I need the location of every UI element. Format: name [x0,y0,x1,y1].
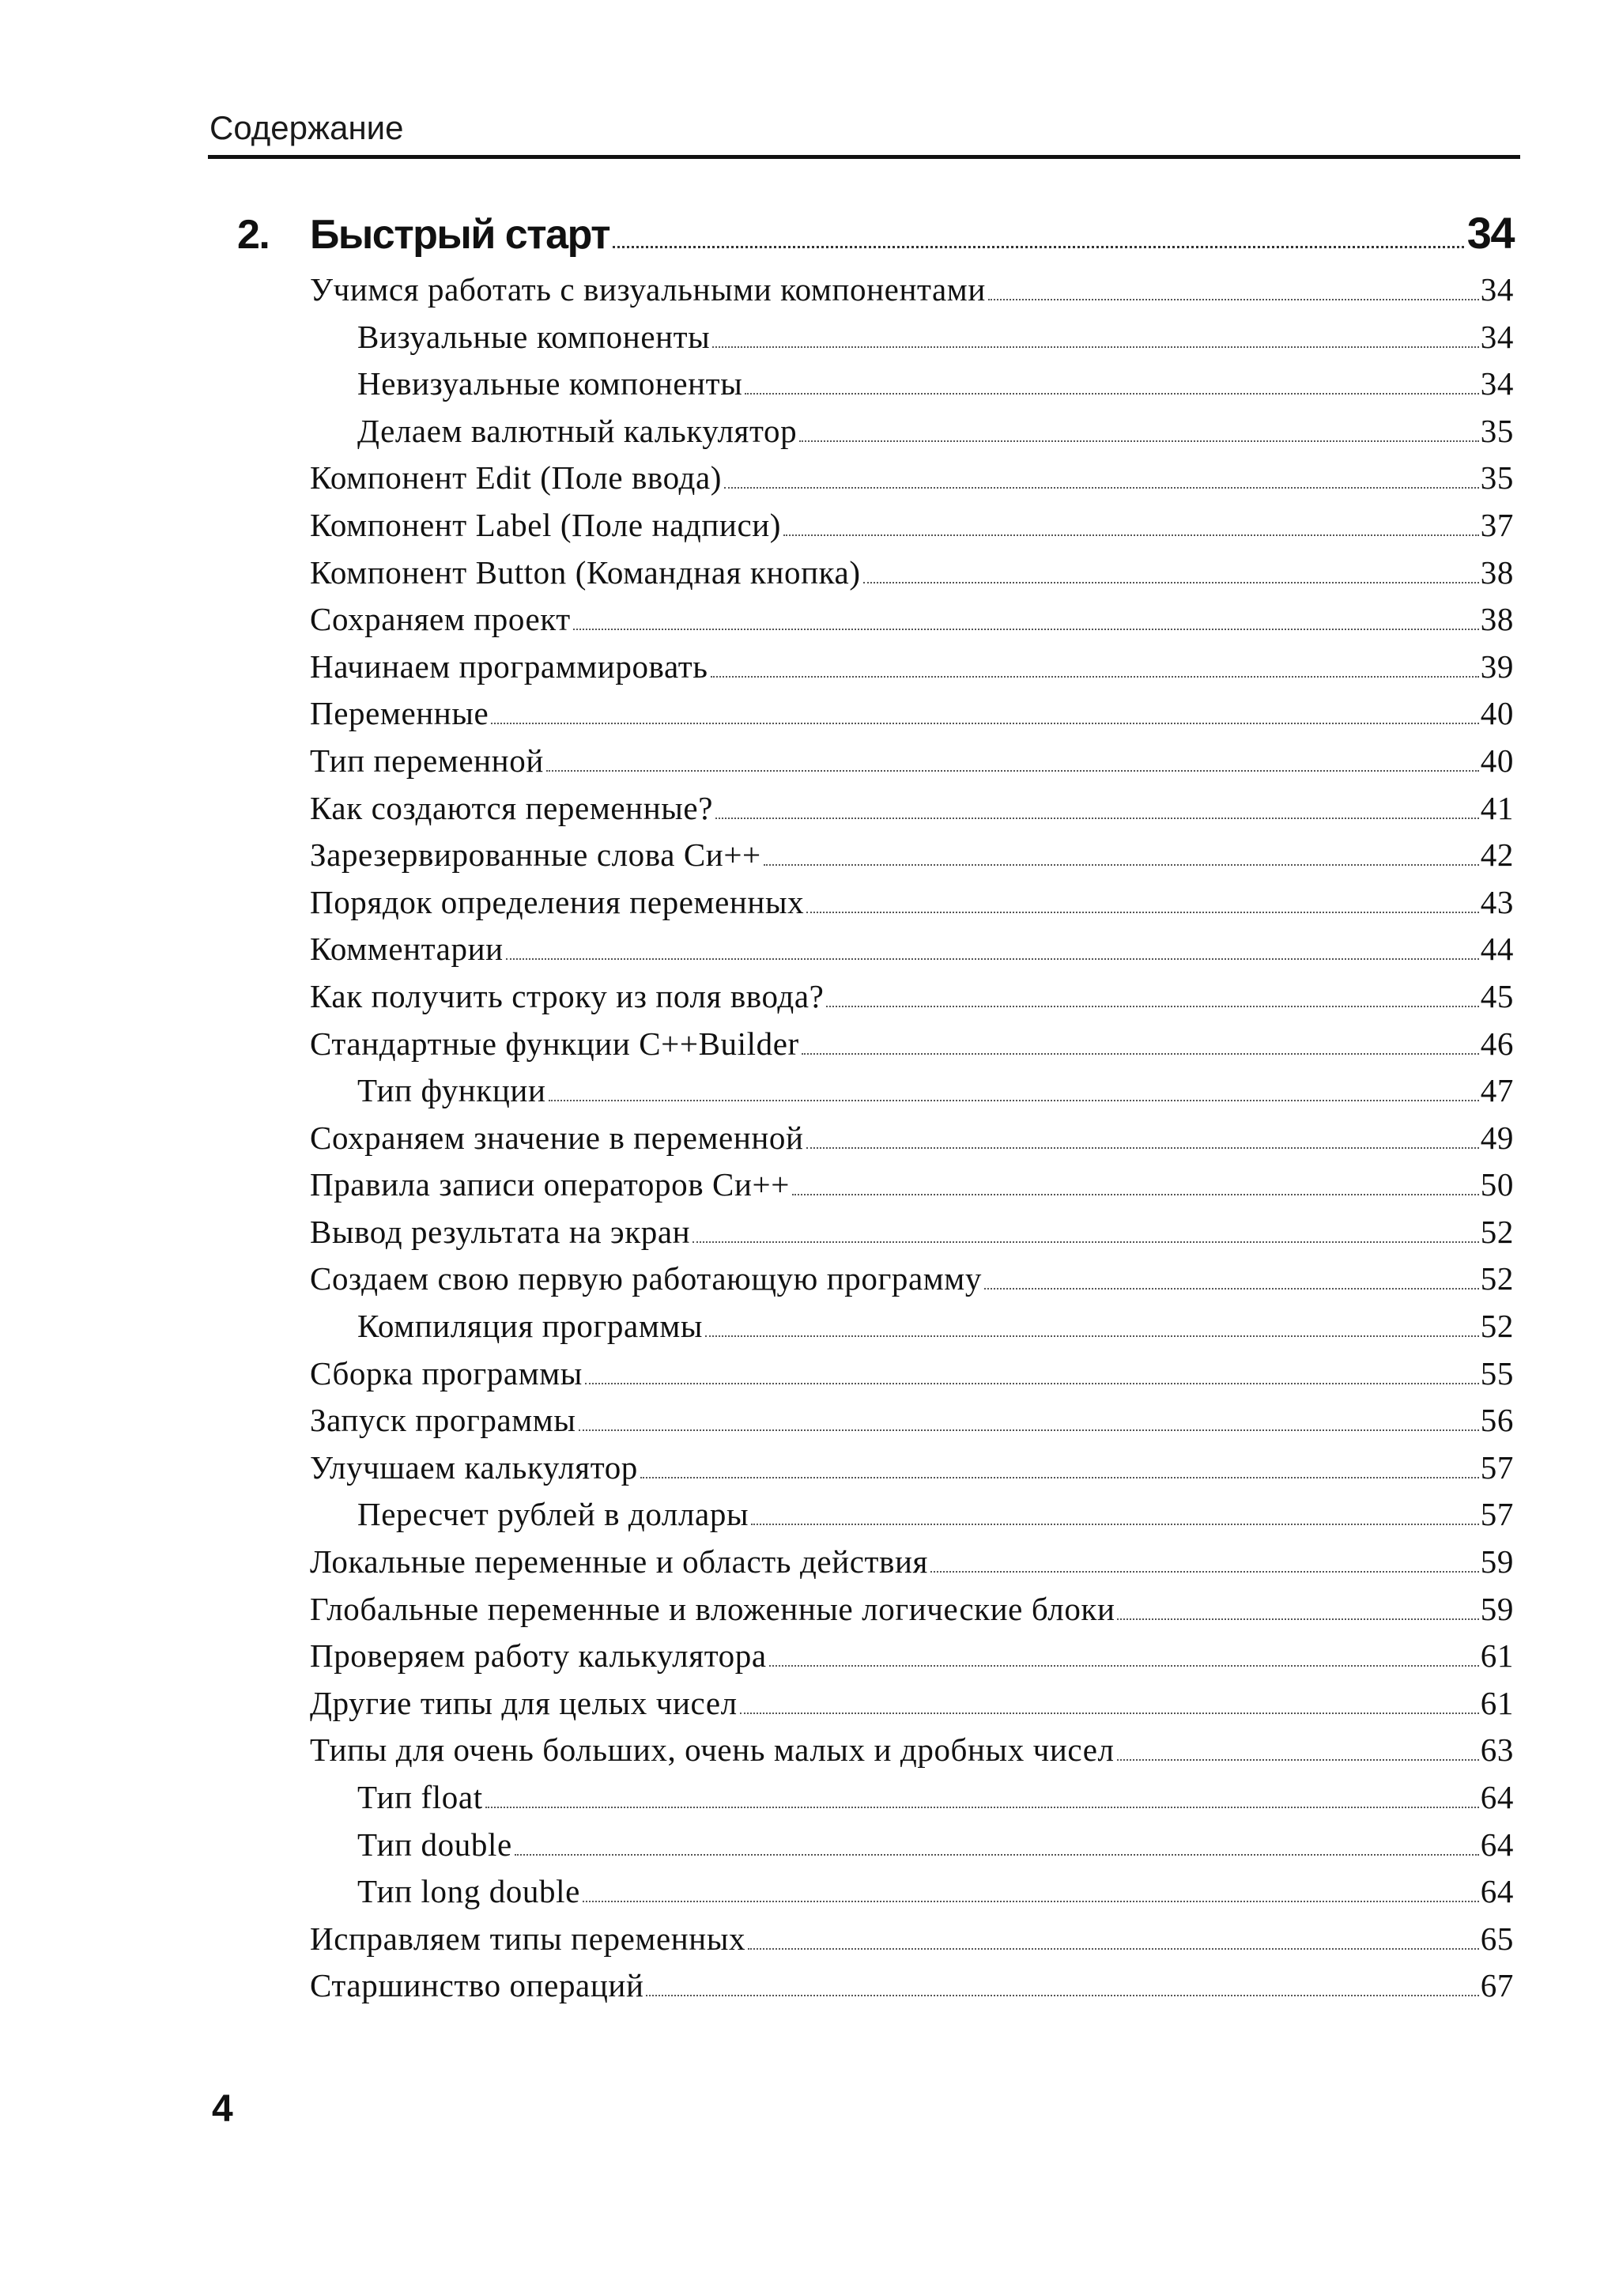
dot-leader [646,1995,1478,1996]
dot-leader [792,1194,1479,1195]
toc-entry-title: Учимся работать с визуальными компонентами [310,271,986,308]
toc-entry-title: Тип float [357,1779,483,1815]
toc-entry-page: 37 [1480,506,1514,543]
dot-leader [640,1477,1479,1478]
toc-entry [0,1401,1520,1448]
toc-entry-title: Пересчет рублей в доллары [357,1496,749,1533]
chapter-title: Быстрый старт [310,212,610,258]
toc-entry-page: 39 [1480,648,1514,685]
dot-leader [515,1854,1479,1856]
dot-leader [583,1901,1479,1902]
dot-leader [1117,1759,1479,1761]
chapter-page: 34 [1466,208,1514,258]
toc-entry-title: Стандартные функции C++Builder [310,1025,799,1062]
toc-entry [0,1684,1520,1731]
toc-entry-page: 41 [1480,789,1514,826]
dot-leader [826,1006,1478,1007]
dot-leader [769,1665,1479,1667]
dot-leader [491,723,1479,724]
toc-entry-page: 64 [1480,1826,1514,1863]
toc-entry-page: 42 [1480,836,1514,874]
toc-entry-page: 35 [1480,412,1514,449]
toc-entry-title: Как создаются переменные? [310,789,714,826]
toc-entry-title: Проверяем работу калькулятора [310,1637,767,1675]
toc-entry [0,1165,1520,1213]
header-rule [208,155,1520,159]
dot-leader [549,1100,1479,1101]
dot-leader [711,676,1479,678]
toc-entry [0,1307,1520,1354]
toc-entry [0,1119,1520,1166]
toc-entry [0,1543,1520,1590]
dot-leader [751,1524,1479,1525]
toc-entry [0,412,1520,459]
toc-entry-title: Правила записи операторов Си++ [310,1166,790,1203]
toc-entry-page: 65 [1480,1920,1514,1957]
toc-entry-title: Глобальные переменные и вложенные логические блоки [310,1590,1115,1627]
toc-entry [0,600,1520,648]
toc-entry [0,1826,1520,1873]
toc-entry-page: 59 [1480,1590,1514,1627]
toc-entry [0,1778,1520,1826]
toc-entry-title: Сборка программы [310,1354,583,1392]
toc-entry [0,506,1520,553]
dot-leader [712,346,1478,348]
toc-entry-page: 57 [1480,1496,1514,1533]
toc-entry-page: 50 [1480,1166,1514,1203]
dot-leader [740,1713,1479,1714]
toc-entry-title: Комментарии [310,931,504,968]
toc-entry-title: Компонент Button (Командная кнопка) [310,553,861,591]
dot-leader [485,1807,1479,1808]
toc-entry [0,1025,1520,1072]
toc-entry-page: 45 [1480,977,1514,1014]
toc-entry [0,1354,1520,1402]
toc-entry-page: 38 [1480,601,1514,638]
toc-entry-page: 52 [1480,1213,1514,1250]
dot-leader [579,1429,1479,1431]
toc-entry-page: 34 [1480,365,1514,402]
toc-entry-title: Тип функции [357,1072,546,1109]
toc-entry-title: Сохраняем проект [310,601,571,638]
toc-entry-page: 40 [1480,695,1514,732]
dot-leader [802,1053,1479,1055]
dot-leader [984,1288,1479,1290]
toc-entry-page: 52 [1480,1308,1514,1345]
toc-entry-title: Запуск программы [310,1402,576,1439]
toc-entry-page: 64 [1480,1779,1514,1815]
toc-entry-title: Тип long double [357,1873,580,1910]
toc-entry-title: Как получить строку из поля ввода? [310,977,825,1014]
toc-entry-page: 44 [1480,931,1514,968]
toc-entry-page: 47 [1480,1072,1514,1109]
dot-leader [863,582,1479,583]
toc-entry-page: 49 [1480,1119,1514,1156]
toc-entry [0,1495,1520,1543]
toc-entry [0,1259,1520,1307]
toc-entry-page: 61 [1480,1637,1514,1675]
dot-leader [806,912,1479,913]
dot-leader [705,1335,1479,1337]
dot-leader [715,818,1479,819]
toc-entry-page: 57 [1480,1448,1514,1486]
dot-leader [930,1571,1479,1573]
toc-entry-title: Исправляем типы переменных [310,1920,746,1957]
toc-entry-title: Локальные переменные и область действия [310,1543,929,1580]
toc-entry-title: Старшинство операций [310,1967,644,2004]
dot-leader [546,770,1479,772]
toc-entry [0,977,1520,1025]
toc-entry-title: Начинаем программировать [310,648,708,685]
toc-entry-page: 63 [1480,1731,1514,1769]
toc-entry-title: Другие типы для целых чисел [310,1684,738,1721]
toc-entry [0,694,1520,742]
toc-entry-page: 67 [1480,1967,1514,2004]
toc-entry-title: Тип double [357,1826,512,1863]
toc-entry-page: 52 [1480,1260,1514,1297]
toc-entry [0,318,1520,365]
toc-entry [0,742,1520,789]
toc-entry-page: 34 [1480,271,1514,308]
toc-entry [0,1213,1520,1260]
chapter-heading [237,207,1514,259]
toc-entry-title: Невизуальные компоненты [357,365,743,402]
toc-entry-title: Типы для очень больших, очень малых и дробных чисел [310,1731,1115,1769]
dot-leader [573,629,1479,630]
page-number: 4 [212,2088,233,2130]
toc-entry-title: Переменные [310,695,489,732]
toc-entry-title: Улучшаем калькулятор [310,1448,638,1486]
toc-entry-title: Делаем валютный калькулятор [357,412,798,449]
dot-leader [764,864,1479,866]
toc-entry [0,553,1520,601]
toc-entry [0,270,1520,318]
toc-entry-title: Сохраняем значение в переменной [310,1119,804,1156]
toc-entry-page: 56 [1480,1402,1514,1439]
toc-entry-title: Вывод результата на экран [310,1213,691,1250]
toc-entry-title: Тип переменной [310,742,544,779]
toc-entry [0,459,1520,506]
toc-entry [0,1448,1520,1496]
dot-leader [745,393,1478,395]
toc-entry-title: Визуальные компоненты [357,318,711,355]
toc-entry [0,789,1520,836]
toc-entry-title: Компонент Edit (Поле ввода) [310,459,723,497]
toc-entry-page: 61 [1480,1684,1514,1721]
toc-entry-title: Порядок определения переменных [310,883,805,920]
dot-leader [799,440,1479,442]
chapter-number: 2. [237,212,270,258]
toc-entry [0,1966,1520,2014]
dot-leader [585,1383,1479,1384]
toc-entry [0,883,1520,931]
toc-entry [0,364,1520,412]
dot-leader [724,487,1479,489]
toc-entry [0,1920,1520,1967]
dot-leader [748,1948,1479,1950]
toc-entry-page: 55 [1480,1354,1514,1392]
toc-entry-page: 64 [1480,1873,1514,1910]
toc-entry-page: 43 [1480,883,1514,920]
toc-entry-title: Создаем свою первую работающую программу [310,1260,982,1297]
toc-entry-page: 46 [1480,1025,1514,1062]
dot-leader [806,1147,1479,1149]
dot-leader [783,534,1479,536]
toc-list [0,270,1520,2014]
toc-entry-page: 38 [1480,553,1514,591]
toc-entry [0,1590,1520,1637]
toc-entry-title: Компонент Label (Поле надписи) [310,506,782,543]
toc-entry-page: 40 [1480,742,1514,779]
toc-entry [0,1872,1520,1920]
toc-entry [0,930,1520,977]
toc-entry [0,648,1520,695]
toc-entry [0,836,1520,883]
toc-entry [0,1071,1520,1119]
toc-entry-page: 59 [1480,1543,1514,1580]
toc-entry [0,1637,1520,1684]
running-head: Содержание [209,109,404,146]
toc-entry-page: 34 [1480,318,1514,355]
dot-leader [1117,1618,1478,1620]
dot-leader [613,246,1464,248]
dot-leader [693,1241,1479,1243]
dot-leader [506,958,1479,960]
toc-entry-page: 35 [1480,459,1514,497]
toc-entry-title: Компиляция программы [357,1308,704,1345]
toc-entry-title: Зарезервированные слова Си++ [310,836,761,874]
dot-leader [988,299,1479,300]
toc-entry [0,1731,1520,1778]
